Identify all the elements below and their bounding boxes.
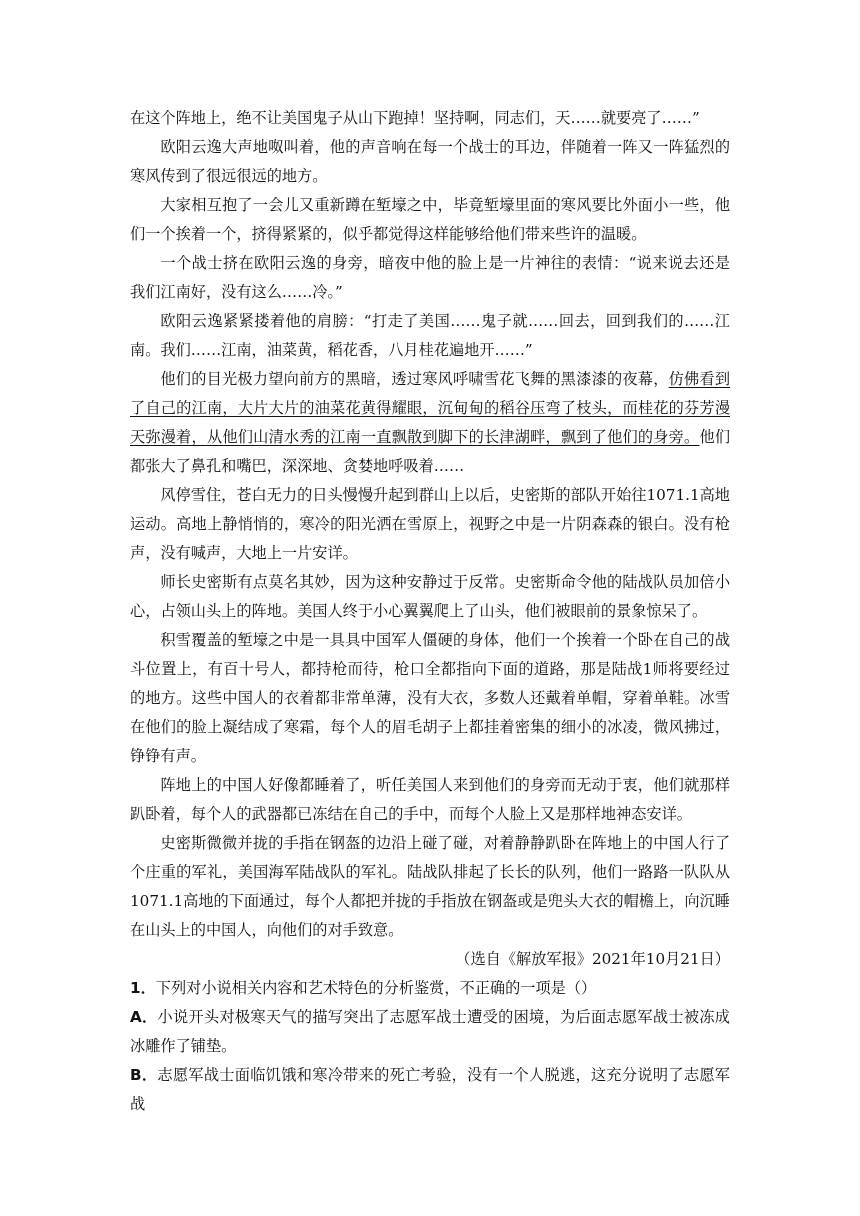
paragraph: 在这个阵地上，绝不让美国鬼子从山下跑掉！坚持啊，同志们，天……就要亮了……”	[130, 109, 700, 127]
paragraph-text: 他们的目光极力望向前方的黑暗，透过寒风呼啸雪花飞舞的黑漆漆的夜幕，	[160, 370, 669, 388]
question-text: 下列对小说相关内容和艺术特色的分析鉴赏，不正确的一项是（）	[155, 979, 597, 997]
paragraph: 欧阳云逸大声地呶叫着，他的声音响在每一个战士的耳边，伴随着一阵又一阵猛烈的寒风传到了很远很远的地方。	[130, 138, 730, 185]
paragraph: 一个战士挤在欧阳云逸的身旁，暗夜中他的脸上是一片神往的表情：“说来说去还是我们江南好，没有这么……冷。”	[130, 254, 730, 301]
paragraph: 阵地上的中国人好像都睡着了，听任美国人来到他们的身旁而无动于衷，他们就那样趴卧着，每个人的武器都已冻结在自己的手中，而每个人脸上又是那样地神态安详。	[130, 776, 730, 823]
option-key: A．	[130, 1008, 158, 1026]
option-b	[130, 1061, 730, 1119]
passage-body	[130, 104, 730, 1119]
paragraph: 师长史密斯有点莫名其妙，因为这种安静过于反常。史密斯命令他的陆战队员加倍小心，占领山头上的阵地。美国人终于小心翼翼爬上了山头，他们被眼前的景象惊呆了。	[130, 573, 730, 620]
option-key: B．	[130, 1066, 158, 1084]
paragraph-text: 他们都张大了鼻孔和嘴巴，深深地、贪婪地呼吸着……	[130, 428, 731, 475]
source-citation: （选自《解放军报》2021年10月21日）	[455, 950, 730, 968]
option-text: 志愿军战士面临饥饿和寒冷带来的死亡考验，没有一个人脱逃，这充分说明了志愿军战	[130, 1066, 730, 1113]
question-stem	[130, 974, 730, 1003]
option-text: 小说开头对极寒天气的描写突出了志愿军战士遭受的困境，为后面志愿军战士被冻成冰雕作了铺垫。	[130, 1008, 730, 1055]
paragraph: 风停雪住，苍白无力的日头慢慢升起到群山上以后，史密斯的部队开始往1071.1高地运动。高地上静悄悄的，寒冷的阳光洒在雪原上，视野之中是一片阴森森的银白。没有枪声，没有喊声，大地上一片安详。	[130, 486, 730, 562]
option-a	[130, 1003, 730, 1061]
paragraph-with-underline	[130, 365, 730, 481]
underlined-sentence: 仿佛看到了自己的江南，大片大片的油菜花黄得耀眼，沉甸甸的稻谷压弯了枝头，而桂花的芬芳漫天弥漫着，从他们山清水秀的江南一直飘散到脚下的长津湖畔，飘到了他们的身旁。	[130, 370, 731, 446]
question-number: 1．	[130, 979, 156, 997]
paragraph: 史密斯微微并拢的手指在钢盔的边沿上碰了碰，对着静静趴卧在阵地上的中国人行了个庄重的军礼，美国海军陆战队的军礼。陆战队排起了长长的队列，他们一路路一队队从1071.1高地的下面通过，每个人都把并拢的手指放在钢盔或是兜头大衣的帽檐上，向沉睡在山头上的中国人，向他们的对手致意。	[130, 834, 730, 939]
paragraph: 大家相互抱了一会儿又重新蹲在堑壕之中，毕竟堑壕里面的寒风要比外面小一些，他们一个挨着一个，挤得紧紧的，似乎都觉得这样能够给他们带来些许的温暖。	[130, 196, 730, 243]
paragraph: 欧阳云逸紧紧搂着他的肩膀：“打走了美国……鬼子就……回去，回到我们的……江南。我们……江南，油菜黄，稻花香，八月桂花遍地开……”	[130, 312, 730, 359]
paragraph: 积雪覆盖的堑壕之中是一具具中国军人僵硬的身体，他们一个挨着一个卧在自己的战斗位置上，有百十号人，都持枪而待，枪口全都指向下面的道路，那是陆战1师将要经过的地方。这些中国人的衣着都非常单薄，没有大衣，多数人还戴着单帽，穿着单鞋。冰雪在他们的脸上凝结成了寒霜，每个人的眉毛胡子上都挂着密集的细小的冰凌，微风拂过，铮铮有声。	[130, 631, 730, 765]
